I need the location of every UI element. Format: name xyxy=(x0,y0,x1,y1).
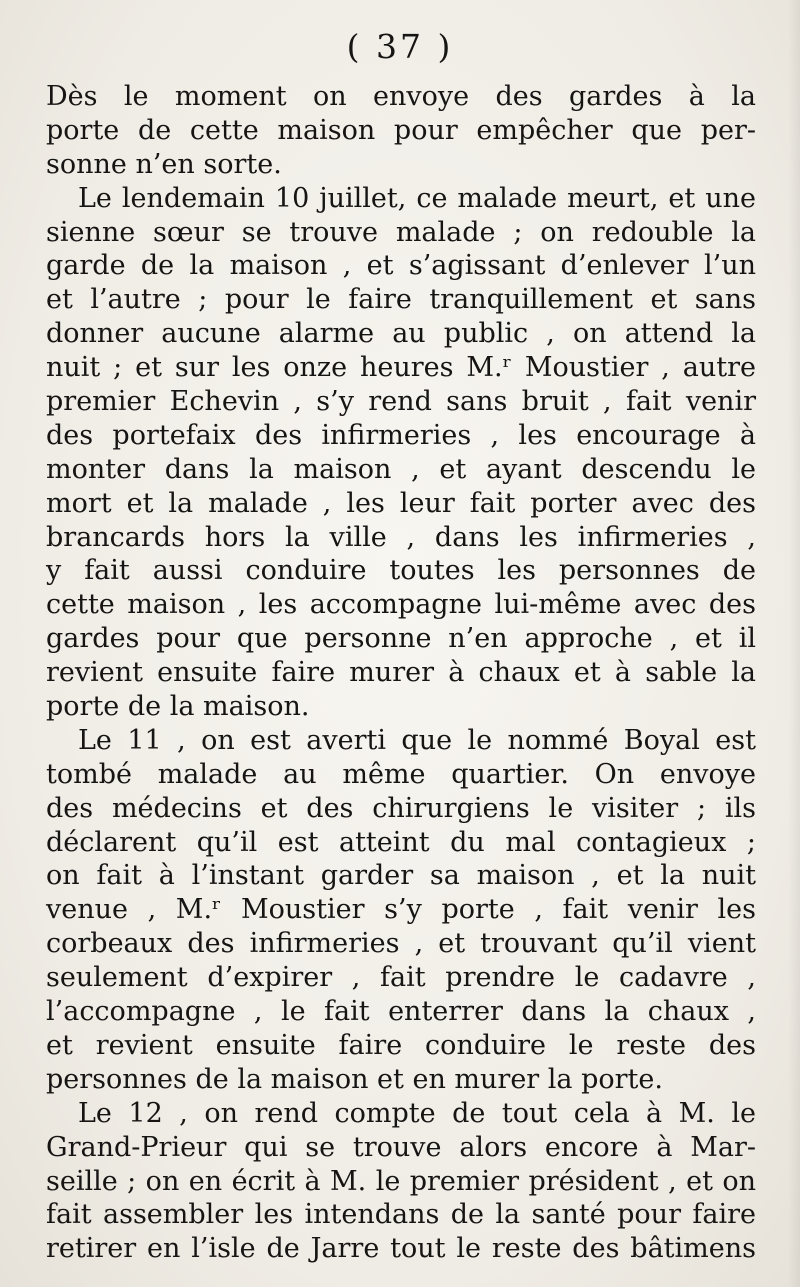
text-line: Le 12 , on rend compte de tout cela à M. le xyxy=(78,1097,756,1129)
text-line: venue , M.ʳ Moustier s’y porte , fait venir les xyxy=(46,894,756,926)
text-line: seille ; on en écrit à M. le premier président , et on xyxy=(46,1165,756,1197)
text-line: sienne sœur se trouve malade ; on redouble la xyxy=(46,216,756,248)
text-line: gardes pour que personne n’en approche , et il xyxy=(46,623,756,655)
text-line: personnes de la maison et en murer la porte. xyxy=(46,1063,663,1095)
text-line: Le 11 , on est averti que le nommé Boyal est xyxy=(78,724,756,756)
text-line: Le lendemain 10 juillet, ce malade meurt, et une xyxy=(78,182,756,214)
text-line: premier Echevin , s’y rend sans bruit , fait venir xyxy=(46,386,756,418)
text-line: revient ensuite faire murer à chaux et à sable la xyxy=(46,657,756,689)
text-line: porte de cette maison pour empêcher que per- xyxy=(46,114,756,146)
text-line: Dès le moment on envoye des gardes à la xyxy=(46,81,756,112)
text-line: l’accompagne , le fait enterrer dans la chaux , xyxy=(46,996,756,1028)
text-line: sonne n’en sorte. xyxy=(46,148,282,180)
text-line: et revient ensuite faire conduire le reste des xyxy=(46,1029,756,1061)
text-line: y fait aussi conduire toutes les personnes de xyxy=(46,555,756,587)
text-line: corbeaux des infirmeries , et trouvant qu’il vient xyxy=(46,928,756,960)
text-line: nuit ; et sur les onze heures M.ʳ Moustier , autre xyxy=(46,352,756,384)
text-line: des médecins et des chirurgiens le visiter ; ils xyxy=(46,792,756,824)
text-line: Grand-Prieur qui se trouve alors encore à Mar- xyxy=(46,1131,756,1163)
text-line: donner aucune alarme au public , on attend la xyxy=(46,318,756,350)
text-line: garde de la maison , et s’agissant d’enlever l’un xyxy=(46,250,756,282)
text-line: on fait à l’instant garder sa maison , et la nuit xyxy=(46,860,756,892)
page-number: ( 37 ) xyxy=(346,27,454,66)
text-line: déclarent qu’il est atteint du mal contagieux ; xyxy=(46,826,756,858)
text-line: cette maison , les accompagne lui-même avec des xyxy=(46,589,756,621)
text-line: des portefaix des infirmeries , les encourage à xyxy=(46,419,756,451)
text-line: brancards hors la ville , dans les infirmeries , xyxy=(46,521,756,553)
text-line: monter dans la maison , et ayant descendu le xyxy=(46,453,756,485)
page-edge-shadow xyxy=(788,0,800,1287)
text-line: porte de la maison. xyxy=(46,691,310,723)
text-line: tombé malade au même quartier. On envoye xyxy=(46,758,756,790)
body-text xyxy=(46,80,756,1266)
text-line: mort et la malade , les leur fait porter avec des xyxy=(46,487,756,519)
text-line: retirer en l’isle de Jarre tout le reste des bâtimens xyxy=(46,1233,756,1265)
text-line: seulement d’expirer , fait prendre le cadavre , xyxy=(46,962,756,994)
text-line: et l’autre ; pour le faire tranquillement et sans xyxy=(46,284,756,316)
text-line: fait assembler les intendans de la santé pour faire xyxy=(46,1199,756,1231)
